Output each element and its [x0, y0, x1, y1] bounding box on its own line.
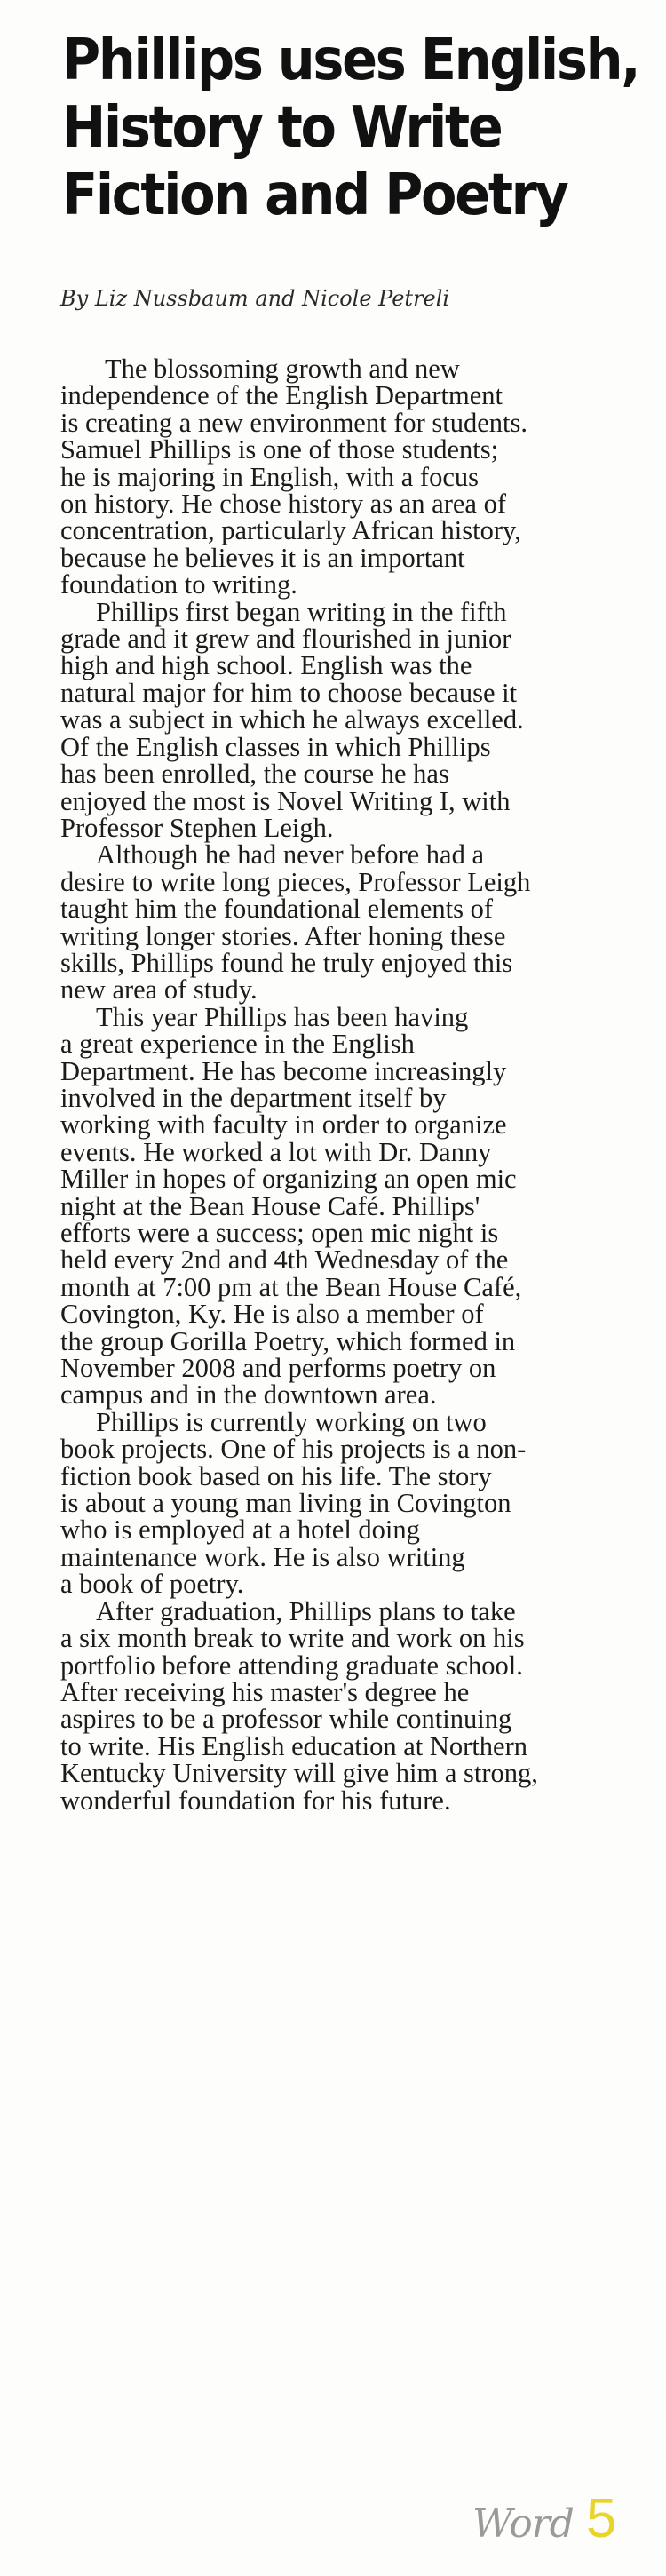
body-line: a great experience in the English	[60, 1029, 415, 1060]
body-line: grade and it grew and flourished in junior	[60, 624, 511, 655]
article-headline	[62, 27, 639, 229]
body-line: night at the Bean House Café. Phillips'	[60, 1190, 480, 1221]
article-body	[60, 355, 629, 1814]
body-line: he is majoring in English, with a focus	[60, 461, 479, 492]
body-line: After receiving his master's degree he	[60, 1676, 470, 1707]
body-line: has been enrolled, the course he has	[60, 759, 449, 790]
body-line: aspires to be a professor while continuing	[60, 1704, 512, 1735]
body-line: new area of study.	[60, 974, 258, 1006]
body-line: who is employed at a hotel doing	[60, 1515, 420, 1546]
body-line: the group Gorilla Poetry, which formed in	[60, 1325, 516, 1356]
body-line: skills, Phillips found he truly enjoyed this	[60, 947, 513, 978]
body-line: portfolio before attending graduate school.	[60, 1650, 523, 1681]
body-line: Kentucky University will give him a strong,	[60, 1758, 538, 1789]
body-line: independence of the English Department	[60, 380, 503, 411]
page-number: 5	[585, 2488, 617, 2549]
page-footer	[472, 2487, 616, 2549]
body-line: taught him the foundational elements of	[60, 894, 494, 925]
body-line: This year Phillips has been having	[96, 1001, 469, 1032]
body-line: The blossoming growth and new	[105, 354, 460, 384]
body-line: month at 7:00 pm at the Bean House Café,	[60, 1271, 522, 1302]
body-line: natural major for him to choose because it	[60, 677, 518, 708]
body-line: involved in the department itself by	[60, 1082, 447, 1113]
body-line: on history. He chose history as an area of	[60, 489, 506, 520]
body-line: November 2008 and performs poetry on	[60, 1353, 496, 1384]
body-line: a six month break to write and work on his	[60, 1623, 525, 1654]
body-line: fiction book based on his life. The story	[60, 1460, 492, 1491]
body-line: Department. He has become increasingly	[60, 1055, 507, 1086]
body-line: because he believes it is an important	[60, 542, 465, 573]
body-line: wonderful foundation for his future.	[60, 1785, 451, 1816]
body-line: Of the English classes in which Phillips	[60, 731, 491, 762]
body-line: was a subject in which he always excelled.	[60, 704, 524, 735]
headline-line: Fiction and Poetry	[62, 163, 567, 228]
body-line: concentration, particularly African history,	[60, 515, 521, 546]
body-line: working with faculty in order to organize	[60, 1109, 507, 1141]
body-line: to write. His English education at Northern	[60, 1730, 528, 1761]
headline-line: Phillips uses English,	[62, 28, 639, 93]
magazine-name: Word	[472, 2501, 574, 2547]
body-line: Miller in hopes of organizing an open mic	[60, 1164, 517, 1195]
body-line: Professor Stephen Leigh.	[60, 812, 334, 843]
body-line: After graduation, Phillips plans to take	[96, 1595, 516, 1626]
body-line: Phillips is currently working on two	[96, 1406, 487, 1437]
body-line: campus and in the downtown area.	[60, 1379, 437, 1411]
body-line: is about a young man living in Covington	[60, 1488, 511, 1519]
body-line: held every 2nd and 4th Wednesday of the	[60, 1244, 509, 1276]
body-line: Covington, Ky. He is also a member of	[60, 1299, 484, 1330]
headline-line: History to Write	[62, 95, 502, 161]
body-line: high and high school. English was the	[60, 650, 472, 681]
body-line: Samuel Phillips is one of those students;	[60, 434, 499, 465]
body-line: Phillips first began writing in the fifth	[96, 596, 507, 627]
article-byline: By Liz Nussbaum and Nicole Petreli	[60, 286, 450, 311]
body-line: maintenance work. He is also writing	[60, 1541, 465, 1572]
body-line: desire to write long pieces, Professor Leigh	[60, 866, 531, 897]
body-line: efforts were a success; open mic night is	[60, 1218, 499, 1248]
body-line: writing longer stories. After honing these	[60, 920, 506, 951]
body-line: is creating a new environment for students.	[60, 407, 527, 438]
body-line: enjoyed the most is Novel Writing I, with	[60, 785, 511, 816]
body-line: a book of poetry.	[60, 1569, 244, 1600]
body-line: Although he had never before had a	[96, 839, 484, 871]
body-line: book projects. One of his projects is a non-	[60, 1434, 527, 1465]
body-line: foundation to writing.	[60, 569, 297, 600]
body-line: events. He worked a lot with Dr. Danny	[60, 1136, 492, 1167]
